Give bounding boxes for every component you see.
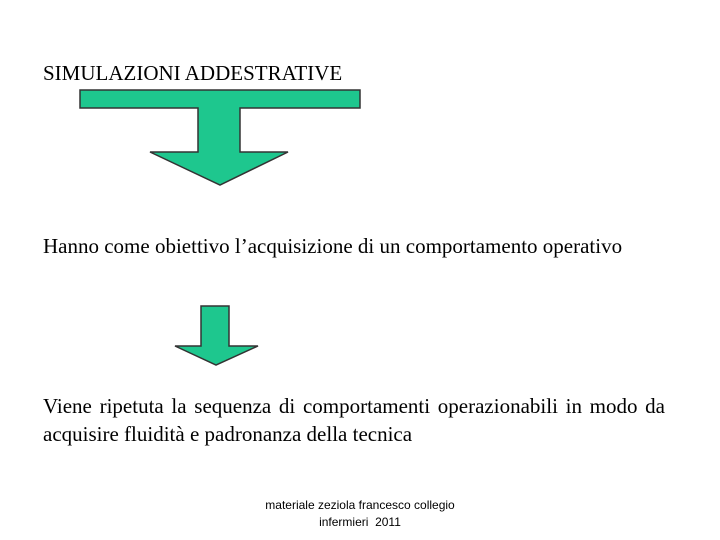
footer-line-1: materiale zeziola francesco collegio — [265, 498, 455, 512]
large-t-down-arrow-icon — [78, 88, 364, 190]
paragraph-objective: Hanno come obiettivo l’acquisizione di un comportamento operativo — [43, 234, 623, 258]
slide-footer — [240, 497, 480, 531]
paragraph-repetition: Viene ripetuta la sequenza di comportamenti operazionabili in modo da acquisire fluidità e padronanza della tecnica — [43, 394, 665, 446]
slide-title: SIMULAZIONI ADDESTRATIVE — [43, 61, 343, 85]
footer-line-2: infermieri 2011 — [319, 515, 401, 529]
down-arrow-icon — [172, 304, 262, 368]
